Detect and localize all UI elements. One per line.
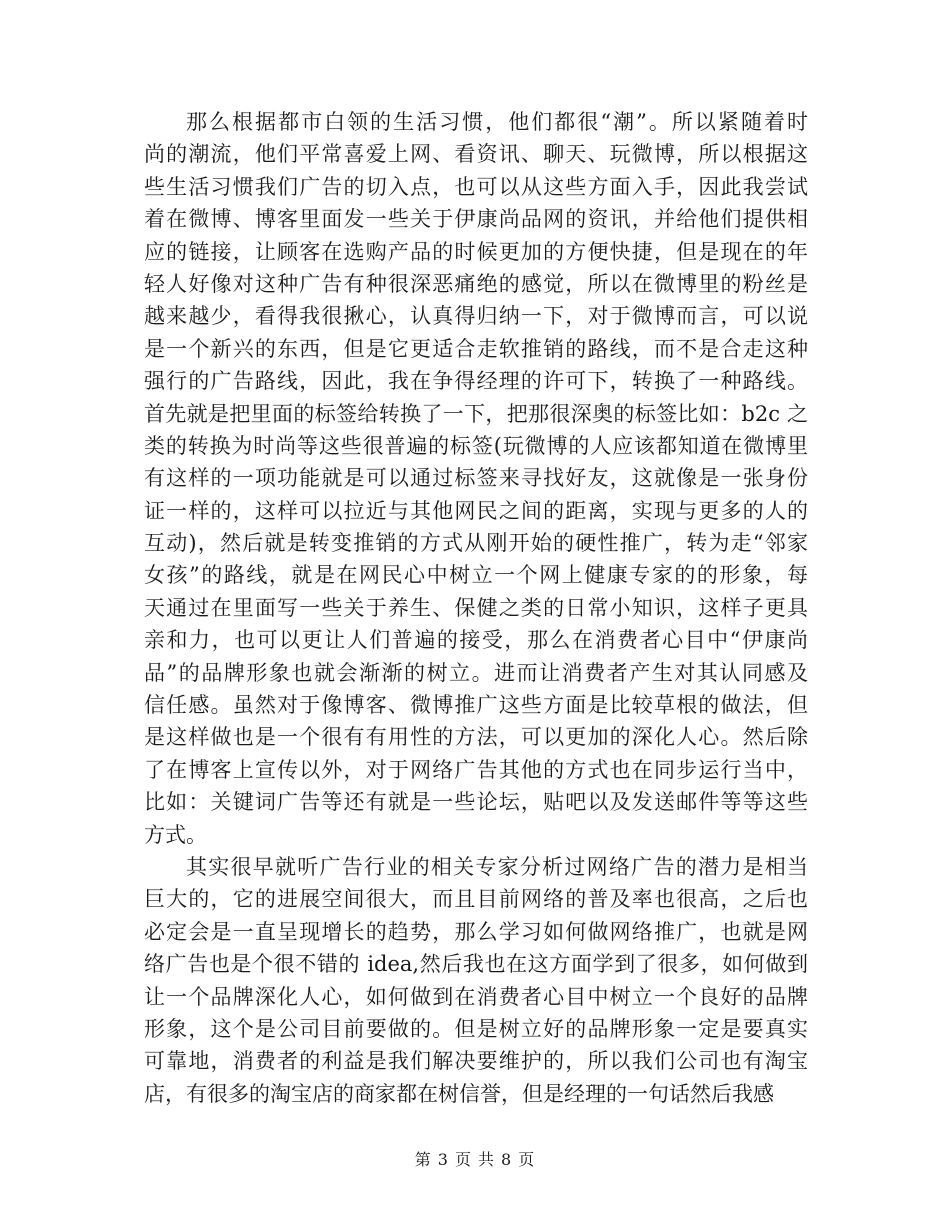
paragraph [144, 851, 808, 1110]
text-line: 应的链接，让顾客在选购产品的时候更加的方便快捷，但是现在的年 [144, 239, 808, 264]
text-line: 轻人好像对这种广告有种很深恶痛绝的感觉，所以在微博里的粉丝是 [144, 271, 808, 296]
document-body [144, 106, 808, 1110]
text-line: 越来越少，看得我很揪心，认真得归纳一下，对于微博而言，可以说 [144, 304, 808, 329]
footer-gong: 共 [478, 1150, 496, 1169]
page-footer [0, 1150, 950, 1170]
text-line: 必定会是一直呈现增长的趋势，那么学习如何做网络推广，也就是网 [144, 919, 808, 944]
text-line: 有这样的一项功能就是可以通过标签来寻找好友，这就像是一张身份 [144, 466, 808, 491]
text-line: 其实很早就听广告行业的相关专家分析过网络广告的潜力是相当 [186, 854, 808, 879]
text-line: 天通过在里面写一些关于养生、保健之类的日常小知识，这样子更具 [144, 595, 808, 620]
text-line: 些生活习惯我们广告的切入点，也可以从这些方面入手，因此我尝试 [144, 174, 808, 199]
text-line: 首先就是把里面的标签给转换了一下，把那很深奥的标签比如：b2c 之 [144, 401, 808, 426]
text-line: 尚的潮流，他们平常喜爱上网、看资讯、聊天、玩微博，所以根据这 [144, 142, 808, 167]
text-line: 亲和力，也可以更让人们普遍的接受，那么在消费者心目中“伊康尚 [144, 628, 808, 653]
text-line: 互动)，然后就是转变推销的方式从刚开始的硬性推广，转为走“邻家 [144, 531, 808, 556]
text-line: 比如：关键词广告等还有就是一些论坛，贴吧以及发送邮件等等这些 [144, 790, 808, 815]
footer-di: 第 [414, 1150, 432, 1169]
footer-ye-2: 页 [518, 1150, 536, 1169]
footer-page-number: 3 [437, 1150, 449, 1169]
text-line: 店，有很多的淘宝店的商家都在树信誉，但是经理的一句话然后我感 [144, 1081, 774, 1106]
text-line: 女孩”的路线，就是在网民心中树立一个网上健康专家的的形象，每 [144, 563, 808, 588]
text-line: 了在博客上宣传以外，对于网络广告其他的方式也在同步运行当中， [144, 757, 808, 782]
text-line: 方式。 [144, 822, 207, 847]
text-line: 让一个品牌深化人心，如何做到在消费者心目中树立一个良好的品牌 [144, 984, 808, 1009]
text-line: 信任感。虽然对于像博客、微博推广这些方面是比较草根的做法，但 [144, 693, 808, 718]
text-line: 形象，这个是公司目前要做的。但是树立好的品牌形象一定是要真实 [144, 1016, 808, 1041]
text-line: 类的转换为时尚等这些很普遍的标签(玩微博的人应该都知道在微博里 [144, 433, 808, 458]
text-line: 证一样的，这样可以拉近与其他网民之间的距离，实现与更多的人的 [144, 498, 808, 523]
text-line: 强行的广告路线，因此，我在争得经理的许可下，转换了一种路线。 [144, 369, 808, 394]
footer-total-pages: 8 [501, 1150, 513, 1169]
text-line: 着在微博、博客里面发一些关于伊康尚品网的资讯，并给他们提供相 [144, 207, 808, 232]
text-line: 那么根据都市白领的生活习惯，他们都很“潮”。所以紧随着时 [186, 110, 808, 134]
text-line: 巨大的，它的进展空间很大，而且目前网络的普及率也很高，之后也 [144, 887, 808, 912]
text-line: 是一个新兴的东西，但是它更适合走软推销的路线，而不是合走这种 [144, 336, 808, 361]
footer-ye: 页 [454, 1150, 472, 1169]
text-line: 络广告也是个很不错的 idea,然后我也在这方面学到了很多，如何做到 [144, 952, 808, 977]
text-line: 品”的品牌形象也就会渐渐的树立。进而让消费者产生对其认同感及 [144, 660, 808, 685]
paragraph [144, 106, 808, 851]
text-line: 可靠地，消费者的利益是我们解决要维护的，所以我们公司也有淘宝 [144, 1049, 808, 1074]
text-line: 是这样做也是一个很有有用性的方法，可以更加的深化人心。然后除 [144, 725, 808, 750]
